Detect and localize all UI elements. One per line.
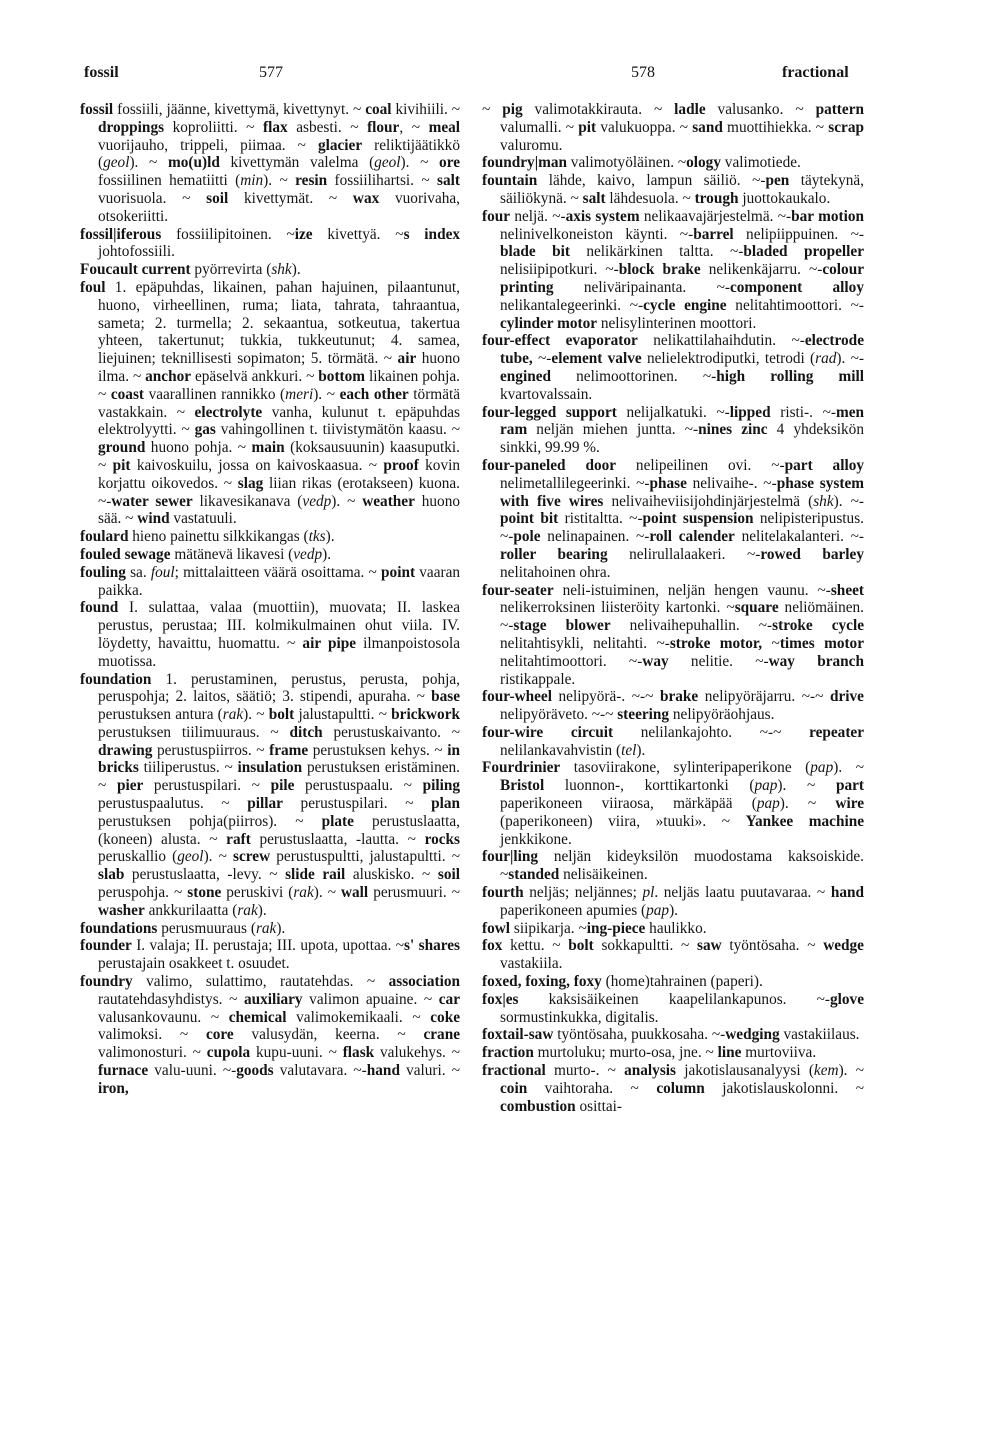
dictionary-entry: foundry valimo, sulattimo, rautatehdas. ~ association rautatehdasyhdistys. ~ auxiliary valimon apuaine. ~ car valusankovaunu. ~ chemical valimokemikaali. ~ coke valimoksi. ~ core valusydän, keerna. ~ crane valimonosturi. ~ cupola kupu-uuni. ~ flask valukehys. ~ furnace valu-uuni. ~-goods valutavara. ~-hand valuri. ~ iron, [80,973,460,1097]
dictionary-entry: fountain lähde, kaivo, lampun säiliö. ~-pen täytekynä, säiliökynä. ~ salt lähdesuola. ~ trough juottokaukalo. [482,172,864,207]
dictionary-entry: ~ pig valimotakkirauta. ~ ladle valusanko. ~ pattern valumalli. ~ pit valukuoppa. ~ sand muottihiekka. ~ scrap valuromu. [482,101,864,154]
right-page-number: 578 [631,64,655,81]
dictionary-entry: fouled sewage mätänevä likavesi (vedp). [80,545,332,563]
dictionary-entry: foul 1. epäpuhdas, likainen, pahan hajuinen, pilaantunut, huono, virheellinen, ruma; liata, tahrata, tahraantua, sameta; 2. turmella; 2. sekaantua, sotkeutua, takertua yhteen, takertunut; tukkia, tukkeutunut; 4. samea, liejuinen; teknillisesti sopimaton; 5. törmätä. ~ air huono ilma. ~ anchor epäselvä ankkuri. ~ bottom likainen pohja. ~ coast vaarallinen rannikko (meri). ~ each other törmätä vastakkain. ~ electrolyte vanha, kulunut t. epäpuhdas elektrolyytti. ~ gas vahingollinen t. tiivistymätön kaasu. ~ ground huono pohja. ~ main (koksausuunin) kaasuputki. ~ pit kaivoskuilu, jossa on kaivoskaasua. ~ proof kovin korjattu oikovedos. ~ slag liian rikas (erotakseen) kuona. ~-water sewer likavesikanava (vedp). ~ weather huono sää. ~ wind vastatuuli. [80,278,461,528]
dictionary-entry: fowl siipikarja. ~ing-piece haulikko. [482,919,707,937]
dictionary-entry: four neljä. ~-axis system nelikaavajärjestelmä. ~-bar motion nelinivelkoneiston käynti. ~-barrel nelipiippuinen. ~-blade bit nelikärkinen taltta. ~-bladed propeller nelisiipipotkuri. ~-block brake nelikenkäjarru. ~-colour printing neliväripainanta. ~-component alloy nelikantalegeerinki. ~-cycle engine nelitahtimoottori. ~-cylinder motor nelisylinterinen moottori. [482,207,864,332]
right-guide-word: fractional [782,64,849,81]
dictionary-entry: Foucault current pyörrevirta (shk). [80,261,301,279]
dictionary-entry: fraction murtoluku; murto-osa, jne. ~ line murtoviiva. [482,1044,817,1062]
dictionary-entry: fouling sa. foul; mittalaitteen väärä osoittama. ~ point vaaran paikka. [80,563,461,599]
dictionary-entry: found I. sulattaa, valaa (muottiin), muovata; II. laskea perustus, perustaa; III. kolmikulmainen ohut viila. IV. löydetty, havaittu, huomattu. ~ air pipe ilmanpoistosola muotissa. [80,599,461,670]
page-header [0,64,1000,88]
dictionary-entry: fossil fossiili, jäänne, kivettymä, kivettynyt. ~ coal kivihiili. ~ droppings koproliitti. ~ flax asbesti. ~ flour, ~ meal vuorijauho, trippeli, piimaa. ~ glacier reliktijäätikkö (geol). ~ mo(u)ld kivettymän valelma (geol). ~ ore fossiilinen hematiitti (min). ~ resin fossiilihartsi. ~ salt vuorisuola. ~ soil kivettymät. ~ wax vuorivaha, otsokeriitti. [80,101,461,225]
dictionary-entry: four-paneled door nelipeilinen ovi. ~-part alloy nelimetallilegeerinki. ~-phase nelivaihe-. ~-phase system with five wires nelivaiheviisijohdinjärjestelmä (shk). ~-point bit ristitaltta. ~-point suspension nelipisteripustus. ~-pole nelinapainen. ~-roll calender nelitelakalanteri. ~-roller bearing nelirullalaakeri. ~-rowed barley nelitahoinen ohra. [482,456,865,581]
dictionary-entry: fractional murto-. ~ analysis jakotislausanalyysi (kem). ~ coin vaihtoraha. ~ column jakotislauskolonni. ~ combustion osittai- [482,1062,864,1115]
dictionary-entry: fox|es kaksisäikeinen kaapelilankapunos. ~-glove sormustinkukka, digitalis. [482,990,864,1026]
dictionary-entry: Fourdrinier tasoviirakone, sylinteripaperikone (pap). ~ Bristol luonnon-, korttikartonki (pap). ~ part paperikoneen viiraosa, märkäpää (pap). ~ wire (paperikoneen) viira, »tuuki». ~ Yankee machine jenkkikone. [482,759,865,848]
dictionary-entry: four|ling neljän kideyksilön muodostama kaksoiskide. ~standed nelisäikeinen. [482,848,864,884]
dictionary-entry: four-wire circuit nelilankajohto. ~-~ repeater nelilankavahvistin (tel). [482,723,864,759]
dictionary-entry: four-effect evaporator nelikattilahaihdutin. ~-electrode tube, ~-element valve nelielektrodiputki, tetrodi (rad). ~-engined nelimoottorinen. ~-high rolling mill kvartovalssain. [482,332,864,403]
dictionary-entry: foulard hieno painettu silkkikangas (tks). [80,528,335,546]
right-column [482,101,864,1115]
dictionary-entry: four-seater neli-istuiminen, neljän hengen vaunu. ~-sheet nelikerroksinen liisteröity kartonki. ~square neliömäinen. ~-stage blower nelivaihepuhallin. ~-stroke cycle nelitahtisykli, nelitahti. ~-stroke motor, ~times motor nelitahtimoottori. ~-way nelitie. ~-way branch ristikappale. [482,581,864,688]
dictionary-entry: fourth neljäs; neljännes; pl. neljäs laatu puutavaraa. ~ hand paperikoneen apumies (pap). [482,884,864,919]
dictionary-entry: fox kettu. ~ bolt sokkapultti. ~ saw työntösaha. ~ wedge vastakiila. [482,937,864,973]
dictionary-entry: foundry|man valimotyöläinen. ~ology valimotiede. [482,154,801,172]
dictionary-entry: foundation 1. perustaminen, perustus, perusta, pohja, peruspohja; 2. laitos, säätiö; 3. stipendi, apuraha. ~ base perustuksen antura (rak). ~ bolt jalustapultti. ~ brickwork perustuksen tiilimuuraus. ~ ditch perustuskaivanto. ~ drawing perustuspiirros. ~ frame perustuksen kehys. ~ in bricks tiiliperustus. ~ insulation perustuksen eristäminen. ~ pier perustuspilari. ~ pile perustuspaalu. ~ piling perustuspaalutus. ~ pillar perustuspilari. ~ plan perustuksen pohja(piirros). ~ plate perustuslaatta, (koneen) alusta. ~ raft perustuslaatta, -lautta. ~ rocks peruskallio (geol). ~ screw perustuspultti, jalustapultti. ~ slab perustuslaatta, -levy. ~ slide rail aluskisko. ~ soil peruspohja. ~ stone peruskivi (rak). ~ wall perusmuuri. ~ washer ankkurilaatta (rak). [80,670,461,919]
dictionary-entry: four-wheel nelipyörä-. ~-~ brake nelipyöräjarru. ~-~ drive nelipyöräveto. ~-~ steering nelipyöräohjaus. [482,688,864,724]
dictionary-entry: fossil|iferous fossiilipitoinen. ~ize kivettyä. ~s index johtofossiili. [80,225,461,261]
dictionary-entry: four-legged support nelijalkatuki. ~-lipped risti-. ~-men ram neljän miehen juntta. ~-nines zinc 4 yhdeksikön sinkki, 99.99 %. [482,403,864,457]
dictionary-entry: foxtail-saw työntösaha, puukkosaha. ~-wedging vastakiilaus. [482,1026,860,1044]
dictionary-entry: foundations perusmuuraus (rak). [80,919,286,937]
left-column [80,101,460,1098]
left-guide-word: fossil [84,64,119,81]
dictionary-entry: foxed, foxing, foxy (home)tahrainen (paperi). [482,973,763,991]
dictionary-entry: founder I. valaja; II. perustaja; III. upota, upottaa. ~s' shares perustajain osakkeet t. osuudet. [80,937,460,973]
left-page-number: 577 [259,64,283,81]
